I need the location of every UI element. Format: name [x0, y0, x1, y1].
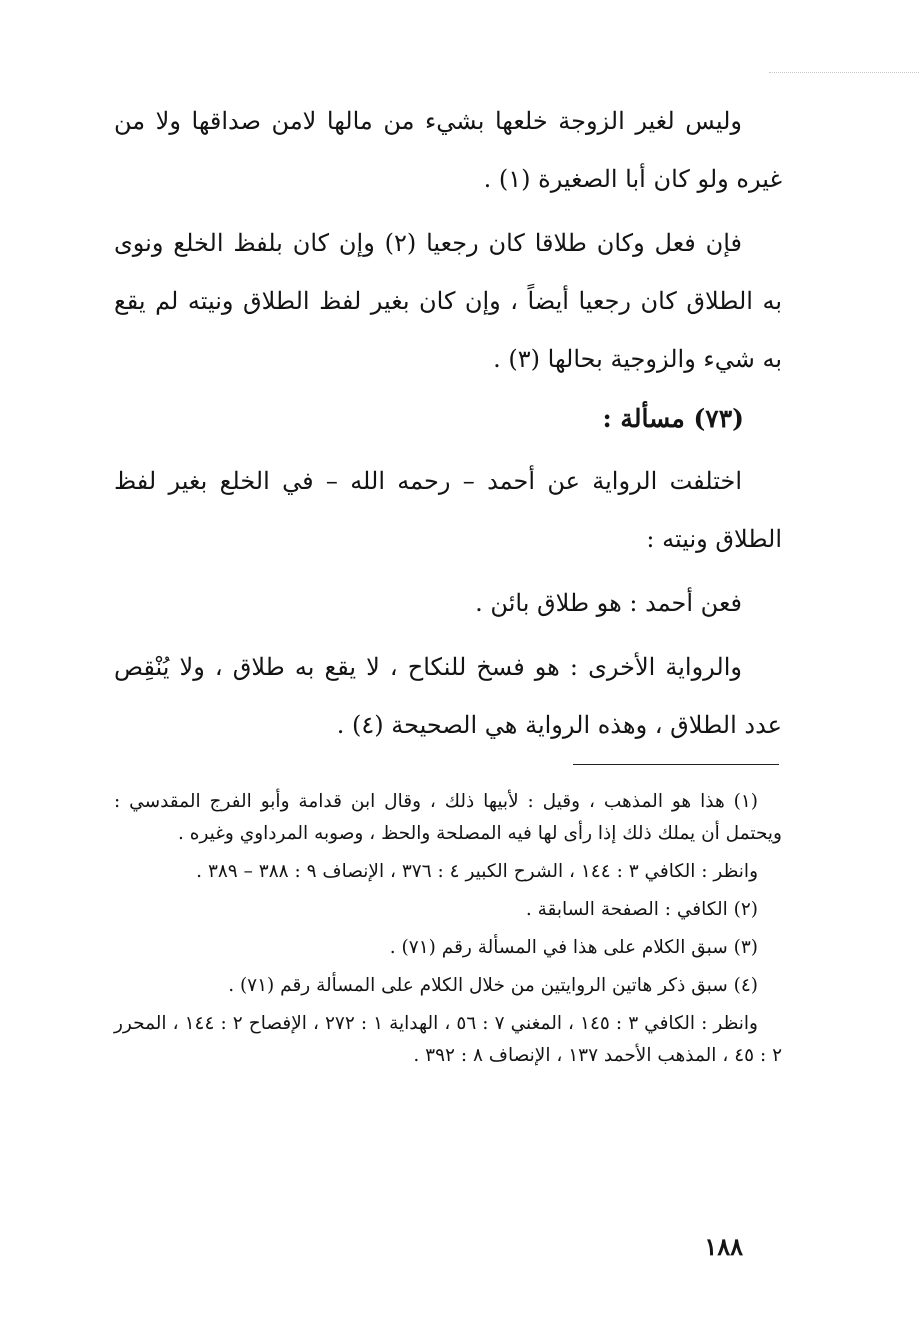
- paragraph-khul-revocable: فإن فعل وكان طلاقا كان رجعيا (٢) وإن كان بلفظ الخلع ونوى به الطلاق كان رجعيا أيضاً ، وإن كان بغير لفظ الطلاق ونيته لم يقع به شيء والزوجية بحالها (٣) .: [114, 229, 782, 373]
- paragraph-second-narration: والرواية الأخرى : هو فسخ للنكاح ، لا يقع به طلاق ، ولا يُنْقِص عدد الطلاق ، وهذه الرواية هي الصحيحة (٤) .: [114, 653, 782, 739]
- footnote-separator: [573, 764, 779, 765]
- footnote-1-references: وانظر : الكافي ٣ : ١٤٤ ، الشرح الكبير ٤ : ٣٧٦ ، الإنصاف ٩ : ٣٨٨ – ٣٨٩ .: [196, 861, 758, 882]
- footnote-4-references: وانظر : الكافي ٣ : ١٤٥ ، المغني ٧ : ٥٦ ، الهداية ١ : ٢٧٢ ، الإفصاح ٢ : ١٤٤ ، المحرر ٢ : ٤٥ ، المذهب الأحمد ١٣٧ ، الإنصاف ٨ : ٣٩٢ .: [114, 1013, 782, 1066]
- footnote-3: (٣) سبق الكلام على هذا في المسألة رقم (٧١) .: [389, 937, 758, 958]
- scan-edge-mark: [769, 72, 919, 73]
- paragraph-guardian-khul: وليس لغير الزوجة خلعها بشيء من مالها لامن صداقها ولا من غيره ولو كان أبا الصغيرة (١) .: [114, 107, 782, 193]
- footnote-2: (٢) الكافي : الصفحة السابقة .: [525, 899, 758, 920]
- footnotes: [114, 786, 782, 1072]
- issue-heading: (٧٣) مسألة :: [602, 404, 744, 433]
- paragraph-narration-difference: اختلفت الرواية عن أحمد – رحمه الله – في الخلع بغير لفظ الطلاق ونيته :: [114, 467, 782, 553]
- page-number: ١٨٨: [704, 1232, 743, 1261]
- paragraph-first-narration: فعن أحمد : هو طلاق بائن .: [475, 589, 742, 617]
- main-text: [114, 92, 782, 754]
- footnote-4: (٤) سبق ذكر هاتين الروايتين من خلال الكلام على المسألة رقم (٧١) .: [228, 975, 758, 996]
- footnote-1: (١) هذا هو المذهب ، وقيل : لأبيها ذلك ، وقال ابن قدامة وأبو الفرج المقدسي : ويحتمل أن يملك ذلك إذا رأى لها فيه المصلحة والحظ ، وصوبه المرداوي وغيره .: [114, 791, 782, 844]
